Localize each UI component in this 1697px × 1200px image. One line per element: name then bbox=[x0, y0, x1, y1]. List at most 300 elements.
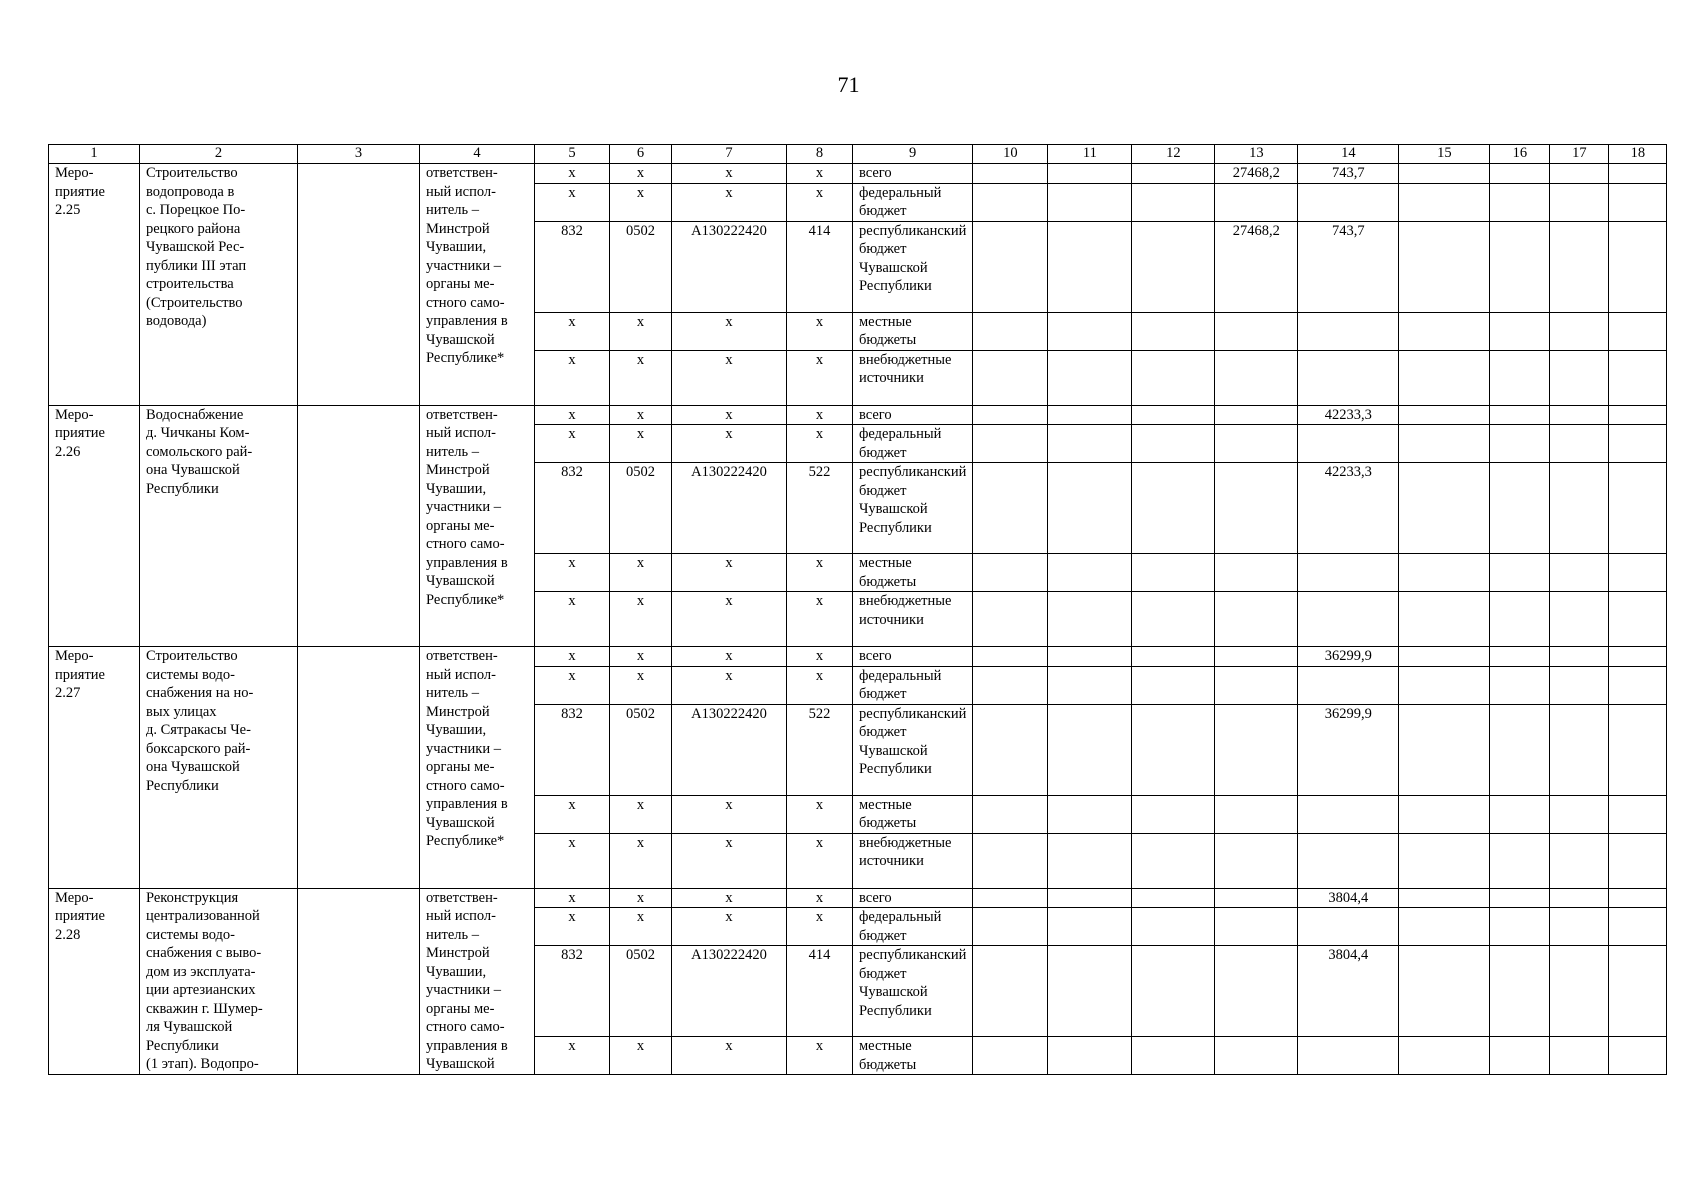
expense-type-cell: x bbox=[787, 164, 853, 184]
amount-cell bbox=[1132, 592, 1215, 647]
amount-cell bbox=[1048, 795, 1132, 833]
responsible-executor: ответствен- ный испол- нитель – Минстрой Чувашии, участники – органы ме- стного само- управления в Чувашской bbox=[420, 888, 535, 1075]
event-description: Водоснабжение д. Чичканы Ком- сомольского рай- она Чувашской Республики bbox=[140, 405, 298, 647]
amount-cell bbox=[1215, 312, 1298, 350]
amount-cell bbox=[1048, 405, 1132, 425]
funding-source-cell: республиканский бюджет Чувашской Республики bbox=[853, 704, 973, 795]
column-header: 14 bbox=[1298, 145, 1399, 164]
amount-cell bbox=[1048, 312, 1132, 350]
amount-cell bbox=[1399, 425, 1490, 463]
amount-cell bbox=[1490, 592, 1550, 647]
amount-cell: 42233,3 bbox=[1298, 405, 1399, 425]
amount-cell bbox=[1215, 647, 1298, 667]
amount-cell bbox=[1550, 666, 1609, 704]
target-article-cell: x bbox=[672, 312, 787, 350]
amount-cell bbox=[973, 405, 1048, 425]
column-number-row bbox=[49, 145, 1667, 164]
funding-source-cell: местные бюджеты bbox=[853, 1037, 973, 1075]
responsible-executor: ответствен- ный испол- нитель – Минстрой Чувашии, участники – органы ме- стного само- управления в Чувашской Республике* bbox=[420, 647, 535, 889]
amount-cell bbox=[1609, 350, 1667, 405]
section-code-cell: x bbox=[610, 888, 672, 908]
amount-cell bbox=[1609, 164, 1667, 184]
budget-code-cell: x bbox=[535, 183, 610, 221]
amount-cell bbox=[1132, 908, 1215, 946]
amount-cell bbox=[1609, 554, 1667, 592]
amount-cell bbox=[1550, 795, 1609, 833]
event-label: Меро- приятие 2.26 bbox=[49, 405, 140, 647]
column-header: 9 bbox=[853, 145, 973, 164]
amount-cell bbox=[1609, 647, 1667, 667]
amount-cell bbox=[1215, 908, 1298, 946]
amount-cell bbox=[1550, 425, 1609, 463]
empty-cell bbox=[298, 888, 420, 1075]
amount-cell bbox=[1550, 1037, 1609, 1075]
expense-type-cell: x bbox=[787, 795, 853, 833]
target-article-cell: А130222420 bbox=[672, 946, 787, 1037]
amount-cell bbox=[1399, 666, 1490, 704]
amount-cell: 743,7 bbox=[1298, 221, 1399, 312]
amount-cell bbox=[1550, 704, 1609, 795]
amount-cell bbox=[1132, 164, 1215, 184]
expense-type-cell: x bbox=[787, 647, 853, 667]
amount-cell bbox=[1490, 221, 1550, 312]
amount-cell bbox=[1550, 405, 1609, 425]
amount-cell bbox=[1399, 1037, 1490, 1075]
event-description: Строительство водопровода в с. Порецкое По- рецкого района Чувашской Рес- публики III этап строительства (Строительство водовода) bbox=[140, 164, 298, 406]
amount-cell bbox=[1215, 946, 1298, 1037]
amount-cell bbox=[1298, 350, 1399, 405]
target-article-cell: x bbox=[672, 1037, 787, 1075]
amount-cell bbox=[1048, 425, 1132, 463]
target-article-cell: x bbox=[672, 888, 787, 908]
funding-source-cell: местные бюджеты bbox=[853, 312, 973, 350]
section-code-cell: 0502 bbox=[610, 463, 672, 554]
amount-cell bbox=[1132, 795, 1215, 833]
amount-cell bbox=[1550, 350, 1609, 405]
amount-cell bbox=[1215, 183, 1298, 221]
amount-cell bbox=[1215, 704, 1298, 795]
amount-cell bbox=[1132, 1037, 1215, 1075]
empty-cell bbox=[298, 405, 420, 647]
amount-cell bbox=[973, 908, 1048, 946]
amount-cell bbox=[1132, 350, 1215, 405]
amount-cell bbox=[973, 221, 1048, 312]
amount-cell bbox=[973, 592, 1048, 647]
amount-cell bbox=[973, 666, 1048, 704]
amount-cell bbox=[1550, 183, 1609, 221]
amount-cell bbox=[973, 795, 1048, 833]
target-article-cell: x bbox=[672, 592, 787, 647]
amount-cell bbox=[1399, 221, 1490, 312]
target-article-cell: x bbox=[672, 795, 787, 833]
amount-cell bbox=[1399, 833, 1490, 888]
funding-source-cell: федеральный бюджет bbox=[853, 425, 973, 463]
amount-cell bbox=[1490, 833, 1550, 888]
amount-cell bbox=[1215, 592, 1298, 647]
funding-source-cell: федеральный бюджет bbox=[853, 666, 973, 704]
expense-type-cell: 522 bbox=[787, 704, 853, 795]
amount-cell bbox=[1399, 704, 1490, 795]
section-code-cell: x bbox=[610, 795, 672, 833]
section-code-cell: x bbox=[610, 350, 672, 405]
amount-cell bbox=[1298, 666, 1399, 704]
expense-type-cell: x bbox=[787, 312, 853, 350]
expense-type-cell: x bbox=[787, 183, 853, 221]
funding-source-cell: внебюджетные источники bbox=[853, 350, 973, 405]
amount-cell bbox=[1490, 1037, 1550, 1075]
amount-cell bbox=[1048, 833, 1132, 888]
amount-cell bbox=[1609, 405, 1667, 425]
budget-code-cell: x bbox=[535, 1037, 610, 1075]
budget-code-cell: x bbox=[535, 164, 610, 184]
expense-type-cell: x bbox=[787, 350, 853, 405]
funding-source-cell: внебюджетные источники bbox=[853, 592, 973, 647]
amount-cell bbox=[1490, 666, 1550, 704]
target-article-cell: x bbox=[672, 405, 787, 425]
expense-type-cell: x bbox=[787, 425, 853, 463]
amount-cell bbox=[1490, 425, 1550, 463]
amount-cell: 42233,3 bbox=[1298, 463, 1399, 554]
amount-cell bbox=[1215, 463, 1298, 554]
event-label: Меро- приятие 2.28 bbox=[49, 888, 140, 1075]
funding-source-cell: всего bbox=[853, 164, 973, 184]
amount-cell bbox=[1399, 405, 1490, 425]
expense-type-cell: x bbox=[787, 554, 853, 592]
amount-cell bbox=[1298, 183, 1399, 221]
amount-cell bbox=[1550, 647, 1609, 667]
amount-cell bbox=[1490, 647, 1550, 667]
amount-cell bbox=[1490, 704, 1550, 795]
amount-cell bbox=[1399, 164, 1490, 184]
amount-cell bbox=[1215, 833, 1298, 888]
responsible-executor: ответствен- ный испол- нитель – Минстрой Чувашии, участники – органы ме- стного само- управления в Чувашской Республике* bbox=[420, 164, 535, 406]
empty-cell bbox=[298, 647, 420, 889]
section-code-cell: 0502 bbox=[610, 221, 672, 312]
amount-cell bbox=[1048, 554, 1132, 592]
section-code-cell: x bbox=[610, 833, 672, 888]
amount-cell bbox=[973, 833, 1048, 888]
amount-cell bbox=[1298, 425, 1399, 463]
column-header: 4 bbox=[420, 145, 535, 164]
column-header: 16 bbox=[1490, 145, 1550, 164]
amount-cell bbox=[1399, 463, 1490, 554]
expense-type-cell: 522 bbox=[787, 463, 853, 554]
amount-cell bbox=[1132, 221, 1215, 312]
amount-cell bbox=[1609, 463, 1667, 554]
target-article-cell: x bbox=[672, 666, 787, 704]
amount-cell bbox=[1490, 405, 1550, 425]
amount-cell bbox=[1298, 554, 1399, 592]
amount-cell: 36299,9 bbox=[1298, 647, 1399, 667]
amount-cell bbox=[1132, 554, 1215, 592]
amount-cell bbox=[1048, 666, 1132, 704]
amount-cell bbox=[1490, 463, 1550, 554]
amount-cell bbox=[1215, 888, 1298, 908]
funding-source-cell: всего bbox=[853, 888, 973, 908]
amount-cell bbox=[1132, 666, 1215, 704]
budget-code-cell: x bbox=[535, 908, 610, 946]
amount-cell bbox=[973, 1037, 1048, 1075]
column-header: 2 bbox=[140, 145, 298, 164]
amount-cell bbox=[1132, 463, 1215, 554]
expense-type-cell: x bbox=[787, 908, 853, 946]
section-code-cell: x bbox=[610, 183, 672, 221]
amount-cell: 27468,2 bbox=[1215, 221, 1298, 312]
column-header: 7 bbox=[672, 145, 787, 164]
amount-cell bbox=[1048, 350, 1132, 405]
section-code-cell: x bbox=[610, 908, 672, 946]
amount-cell bbox=[973, 888, 1048, 908]
budget-code-cell: 832 bbox=[535, 946, 610, 1037]
amount-cell bbox=[1490, 312, 1550, 350]
amount-cell bbox=[1132, 425, 1215, 463]
amount-cell bbox=[1215, 795, 1298, 833]
section-code-cell: x bbox=[610, 647, 672, 667]
amount-cell bbox=[1215, 405, 1298, 425]
target-article-cell: А130222420 bbox=[672, 221, 787, 312]
target-article-cell: x bbox=[672, 554, 787, 592]
amount-cell bbox=[1490, 795, 1550, 833]
amount-cell bbox=[1550, 221, 1609, 312]
target-article-cell: x bbox=[672, 908, 787, 946]
amount-cell bbox=[1609, 795, 1667, 833]
amount-cell bbox=[1298, 312, 1399, 350]
expense-type-cell: x bbox=[787, 833, 853, 888]
target-article-cell: x bbox=[672, 833, 787, 888]
amount-cell bbox=[973, 425, 1048, 463]
amount-cell bbox=[1298, 908, 1399, 946]
column-header: 5 bbox=[535, 145, 610, 164]
amount-cell bbox=[1490, 164, 1550, 184]
amount-cell bbox=[1609, 425, 1667, 463]
funding-source-cell: всего bbox=[853, 405, 973, 425]
amount-cell bbox=[1609, 833, 1667, 888]
section-code-cell: 0502 bbox=[610, 704, 672, 795]
amount-cell bbox=[1550, 592, 1609, 647]
amount-cell bbox=[1048, 888, 1132, 908]
amount-cell bbox=[1132, 888, 1215, 908]
amount-cell bbox=[1550, 946, 1609, 1037]
amount-cell bbox=[1399, 554, 1490, 592]
funding-source-cell: внебюджетные источники bbox=[853, 833, 973, 888]
amount-cell bbox=[1048, 183, 1132, 221]
target-article-cell: x bbox=[672, 183, 787, 221]
funding-source-cell: республиканский бюджет Чувашской Республики bbox=[853, 221, 973, 312]
amount-cell bbox=[1609, 908, 1667, 946]
amount-cell bbox=[1399, 350, 1490, 405]
amount-cell bbox=[1609, 1037, 1667, 1075]
amount-cell bbox=[1298, 592, 1399, 647]
amount-cell bbox=[1609, 666, 1667, 704]
amount-cell bbox=[1298, 833, 1399, 888]
amount-cell bbox=[1048, 1037, 1132, 1075]
event-description: Строительство системы водо- снабжения на но- вых улицах д. Сятракасы Че- боксарского рай- она Чувашской Республики bbox=[140, 647, 298, 889]
table-row bbox=[49, 647, 1667, 667]
amount-cell bbox=[1490, 350, 1550, 405]
amount-cell bbox=[1609, 704, 1667, 795]
target-article-cell: А130222420 bbox=[672, 463, 787, 554]
section-code-cell: x bbox=[610, 592, 672, 647]
budget-code-cell: x bbox=[535, 350, 610, 405]
amount-cell: 27468,2 bbox=[1215, 164, 1298, 184]
column-header: 17 bbox=[1550, 145, 1609, 164]
target-article-cell: А130222420 bbox=[672, 704, 787, 795]
column-header: 13 bbox=[1215, 145, 1298, 164]
amount-cell bbox=[1490, 554, 1550, 592]
expense-type-cell: x bbox=[787, 405, 853, 425]
amount-cell bbox=[1550, 312, 1609, 350]
column-header: 6 bbox=[610, 145, 672, 164]
column-header: 8 bbox=[787, 145, 853, 164]
target-article-cell: x bbox=[672, 647, 787, 667]
amount-cell bbox=[1609, 183, 1667, 221]
amount-cell bbox=[1048, 592, 1132, 647]
budget-code-cell: x bbox=[535, 592, 610, 647]
amount-cell bbox=[1132, 312, 1215, 350]
funding-source-cell: всего bbox=[853, 647, 973, 667]
amount-cell bbox=[1399, 592, 1490, 647]
amount-cell bbox=[1048, 647, 1132, 667]
amount-cell bbox=[1215, 554, 1298, 592]
budget-code-cell: x bbox=[535, 405, 610, 425]
amount-cell bbox=[1399, 312, 1490, 350]
amount-cell bbox=[1490, 888, 1550, 908]
amount-cell bbox=[1550, 164, 1609, 184]
amount-cell bbox=[1609, 312, 1667, 350]
amount-cell bbox=[1215, 666, 1298, 704]
amount-cell bbox=[973, 350, 1048, 405]
column-header: 11 bbox=[1048, 145, 1132, 164]
target-article-cell: x bbox=[672, 164, 787, 184]
amount-cell bbox=[1490, 908, 1550, 946]
amount-cell bbox=[1048, 946, 1132, 1037]
amount-cell bbox=[1399, 795, 1490, 833]
expense-type-cell: 414 bbox=[787, 221, 853, 312]
expense-type-cell: x bbox=[787, 592, 853, 647]
table-row bbox=[49, 888, 1667, 908]
column-header: 15 bbox=[1399, 145, 1490, 164]
amount-cell bbox=[1132, 183, 1215, 221]
amount-cell bbox=[1132, 833, 1215, 888]
amount-cell bbox=[1298, 1037, 1399, 1075]
amount-cell: 3804,4 bbox=[1298, 888, 1399, 908]
target-article-cell: x bbox=[672, 425, 787, 463]
amount-cell bbox=[973, 164, 1048, 184]
budget-code-cell: x bbox=[535, 666, 610, 704]
amount-cell bbox=[973, 647, 1048, 667]
section-code-cell: x bbox=[610, 425, 672, 463]
amount-cell bbox=[973, 463, 1048, 554]
budget-table bbox=[48, 144, 1667, 1075]
event-label: Меро- приятие 2.25 bbox=[49, 164, 140, 406]
budget-code-cell: x bbox=[535, 647, 610, 667]
amount-cell bbox=[973, 704, 1048, 795]
funding-source-cell: местные бюджеты bbox=[853, 795, 973, 833]
budget-code-cell: 832 bbox=[535, 704, 610, 795]
budget-code-cell: x bbox=[535, 888, 610, 908]
column-header: 1 bbox=[49, 145, 140, 164]
empty-cell bbox=[298, 164, 420, 406]
amount-cell bbox=[1048, 908, 1132, 946]
amount-cell: 36299,9 bbox=[1298, 704, 1399, 795]
funding-source-cell: республиканский бюджет Чувашской Республики bbox=[853, 463, 973, 554]
amount-cell bbox=[1399, 946, 1490, 1037]
amount-cell bbox=[1490, 946, 1550, 1037]
table-row bbox=[49, 405, 1667, 425]
section-code-cell: x bbox=[610, 666, 672, 704]
column-header: 18 bbox=[1609, 145, 1667, 164]
amount-cell bbox=[1048, 463, 1132, 554]
amount-cell bbox=[973, 554, 1048, 592]
funding-source-cell: федеральный бюджет bbox=[853, 908, 973, 946]
amount-cell bbox=[973, 946, 1048, 1037]
amount-cell bbox=[1399, 647, 1490, 667]
amount-cell bbox=[1132, 946, 1215, 1037]
funding-source-cell: федеральный бюджет bbox=[853, 183, 973, 221]
amount-cell bbox=[1048, 164, 1132, 184]
table-row bbox=[49, 164, 1667, 184]
column-header: 3 bbox=[298, 145, 420, 164]
budget-code-cell: 832 bbox=[535, 463, 610, 554]
column-header: 10 bbox=[973, 145, 1048, 164]
amount-cell bbox=[1215, 425, 1298, 463]
budget-code-cell: x bbox=[535, 795, 610, 833]
budget-code-cell: x bbox=[535, 425, 610, 463]
section-code-cell: x bbox=[610, 405, 672, 425]
section-code-cell: x bbox=[610, 1037, 672, 1075]
amount-cell bbox=[1609, 888, 1667, 908]
budget-code-cell: x bbox=[535, 312, 610, 350]
amount-cell bbox=[1609, 592, 1667, 647]
amount-cell bbox=[973, 183, 1048, 221]
budget-code-cell: x bbox=[535, 554, 610, 592]
amount-cell bbox=[1609, 946, 1667, 1037]
amount-cell: 3804,4 bbox=[1298, 946, 1399, 1037]
amount-cell bbox=[1048, 704, 1132, 795]
amount-cell bbox=[1132, 647, 1215, 667]
event-description: Реконструкция централизованной системы водо- снабжения с выво- дом из эксплуата- ции артезианских скважин г. Шумер- ля Чувашской Республики (1 этап). Водопро- bbox=[140, 888, 298, 1075]
amount-cell bbox=[1215, 350, 1298, 405]
amount-cell bbox=[973, 312, 1048, 350]
amount-cell bbox=[1298, 795, 1399, 833]
section-code-cell: x bbox=[610, 312, 672, 350]
amount-cell bbox=[1550, 908, 1609, 946]
amount-cell bbox=[1550, 833, 1609, 888]
event-label: Меро- приятие 2.27 bbox=[49, 647, 140, 889]
section-code-cell: x bbox=[610, 554, 672, 592]
amount-cell: 743,7 bbox=[1298, 164, 1399, 184]
funding-source-cell: местные бюджеты bbox=[853, 554, 973, 592]
page-number: 71 bbox=[837, 72, 860, 97]
amount-cell bbox=[1132, 704, 1215, 795]
amount-cell bbox=[1609, 221, 1667, 312]
target-article-cell: x bbox=[672, 350, 787, 405]
amount-cell bbox=[1550, 463, 1609, 554]
amount-cell bbox=[1550, 888, 1609, 908]
expense-type-cell: x bbox=[787, 1037, 853, 1075]
budget-code-cell: x bbox=[535, 833, 610, 888]
responsible-executor: ответствен- ный испол- нитель – Минстрой Чувашии, участники – органы ме- стного само- управления в Чувашской Республике* bbox=[420, 405, 535, 647]
section-code-cell: 0502 bbox=[610, 946, 672, 1037]
expense-type-cell: 414 bbox=[787, 946, 853, 1037]
amount-cell bbox=[1048, 221, 1132, 312]
amount-cell bbox=[1399, 908, 1490, 946]
amount-cell bbox=[1490, 183, 1550, 221]
funding-source-cell: республиканский бюджет Чувашской Республики bbox=[853, 946, 973, 1037]
section-code-cell: x bbox=[610, 164, 672, 184]
column-header: 12 bbox=[1132, 145, 1215, 164]
expense-type-cell: x bbox=[787, 666, 853, 704]
